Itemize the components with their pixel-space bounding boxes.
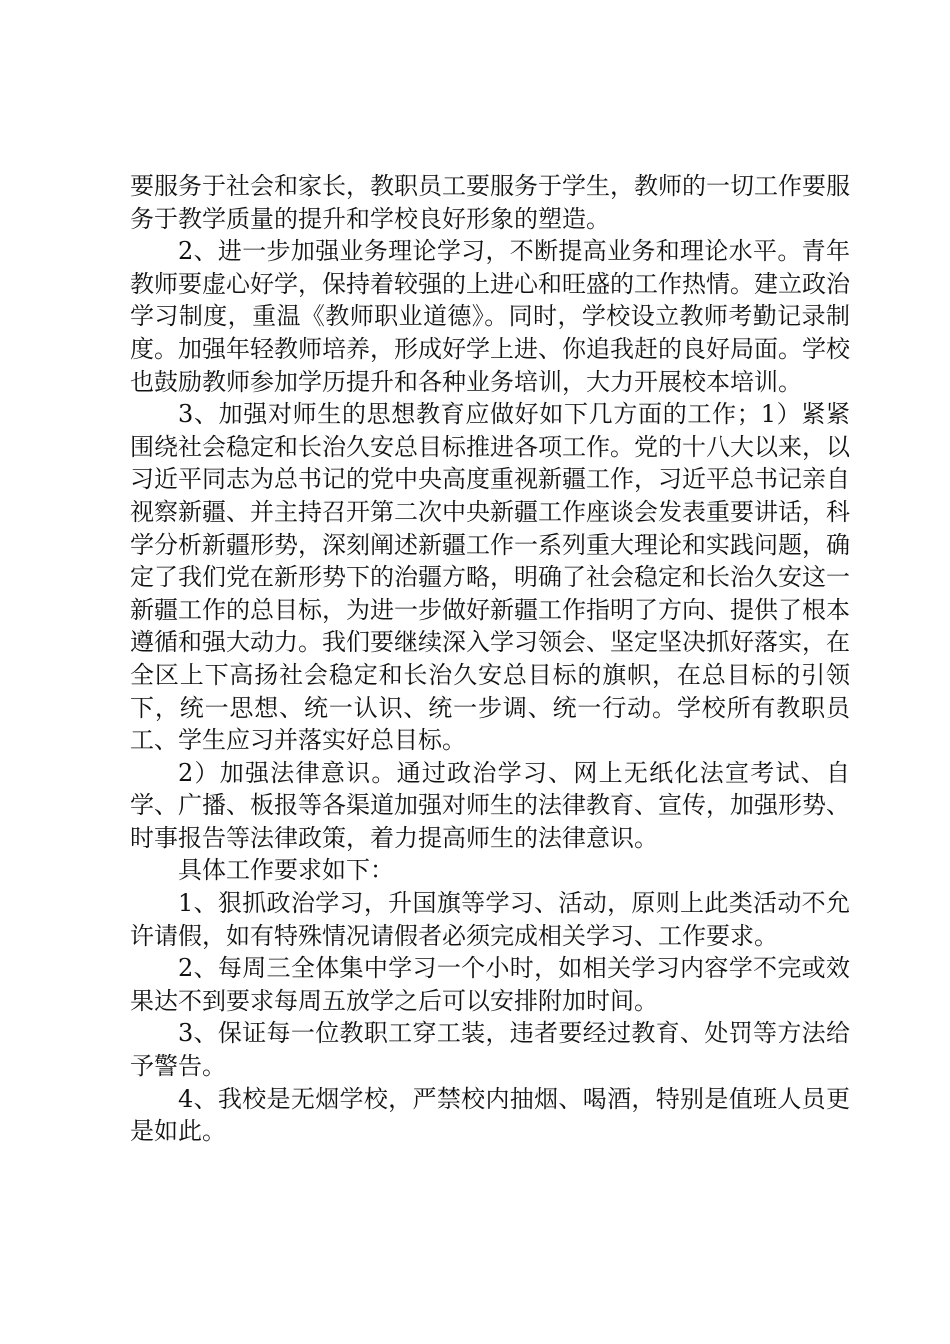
paragraph-2: 2、进一步加强业务理论学习，不断提高业务和理论水平。青年教师要虚心好学，保持着较强的上进心和旺盛的工作热情。建立政治学习制度，重温《教师职业道德》。同时，学校设立教师考勤记录制度。加强年轻教师培养，形成好学上进、你追我赶的良好局面。学校也鼓励教师参加学历提升和各种业务培训，大力开展校本培训。 [130, 237, 850, 396]
paragraph-5: 具体工作要求如下： [178, 856, 394, 885]
paragraph-7: 2、每周三全体集中学习一个小时，如相关学习内容学不完或效果达不到要求每周五放学之后可以安排附加时间。 [130, 954, 850, 1015]
paragraph-3: 3、加强对师生的思想教育应做好如下几方面的工作；1）紧紧围绕社会稳定和长治久安总目标推进各项工作。党的十八大以来，以习近平同志为总书记的党中央高度重视新疆工作，习近平总书记亲自视察新疆、并主持召开第二次中央新疆工作座谈会发表重要讲话，科学分析新疆形势，深刻阐述新疆工作一系列重大理论和实践问题，确定了我们党在新形势下的治疆方略，明确了社会稳定和长治久安这一新疆工作的总目标，为进一步做好新疆工作指明了方向、提供了根本遵循和强大动力。我们要继续深入学习领会、坚定坚决抓好落实，在全区上下高扬社会稳定和长治久安总目标的旗帜，在总目标的引领下，统一思想、统一认识、统一步调、统一行动。学校所有教职员工、学生应习并落实好总目标。 [130, 400, 850, 755]
paragraph-1: 要服务于社会和家长，教职员工要服务于学生，教师的一切工作要服务于教学质量的提升和学校良好形象的塑造。 [130, 172, 850, 233]
document-page [130, 170, 850, 1148]
paragraph-4: 2）加强法律意识。通过政治学习、网上无纸化法宣考试、自学、广播、板报等各渠道加强对师生的法律教育、宣传，加强形势、时事报告等法律政策，着力提高师生的法律意识。 [130, 758, 850, 852]
paragraph-9: 4、我校是无烟学校，严禁校内抽烟、喝酒，特别是值班人员更是如此。 [130, 1084, 850, 1146]
paragraph-8: 3、保证每一位教职工穿工装，违者要经过教育、处罚等方法给予警告。 [130, 1019, 850, 1081]
paragraph-6: 1、狠抓政治学习，升国旗等学习、活动，原则上此类活动不允许请假，如有特殊情况请假者必须完成相关学习、工作要求。 [130, 889, 850, 950]
